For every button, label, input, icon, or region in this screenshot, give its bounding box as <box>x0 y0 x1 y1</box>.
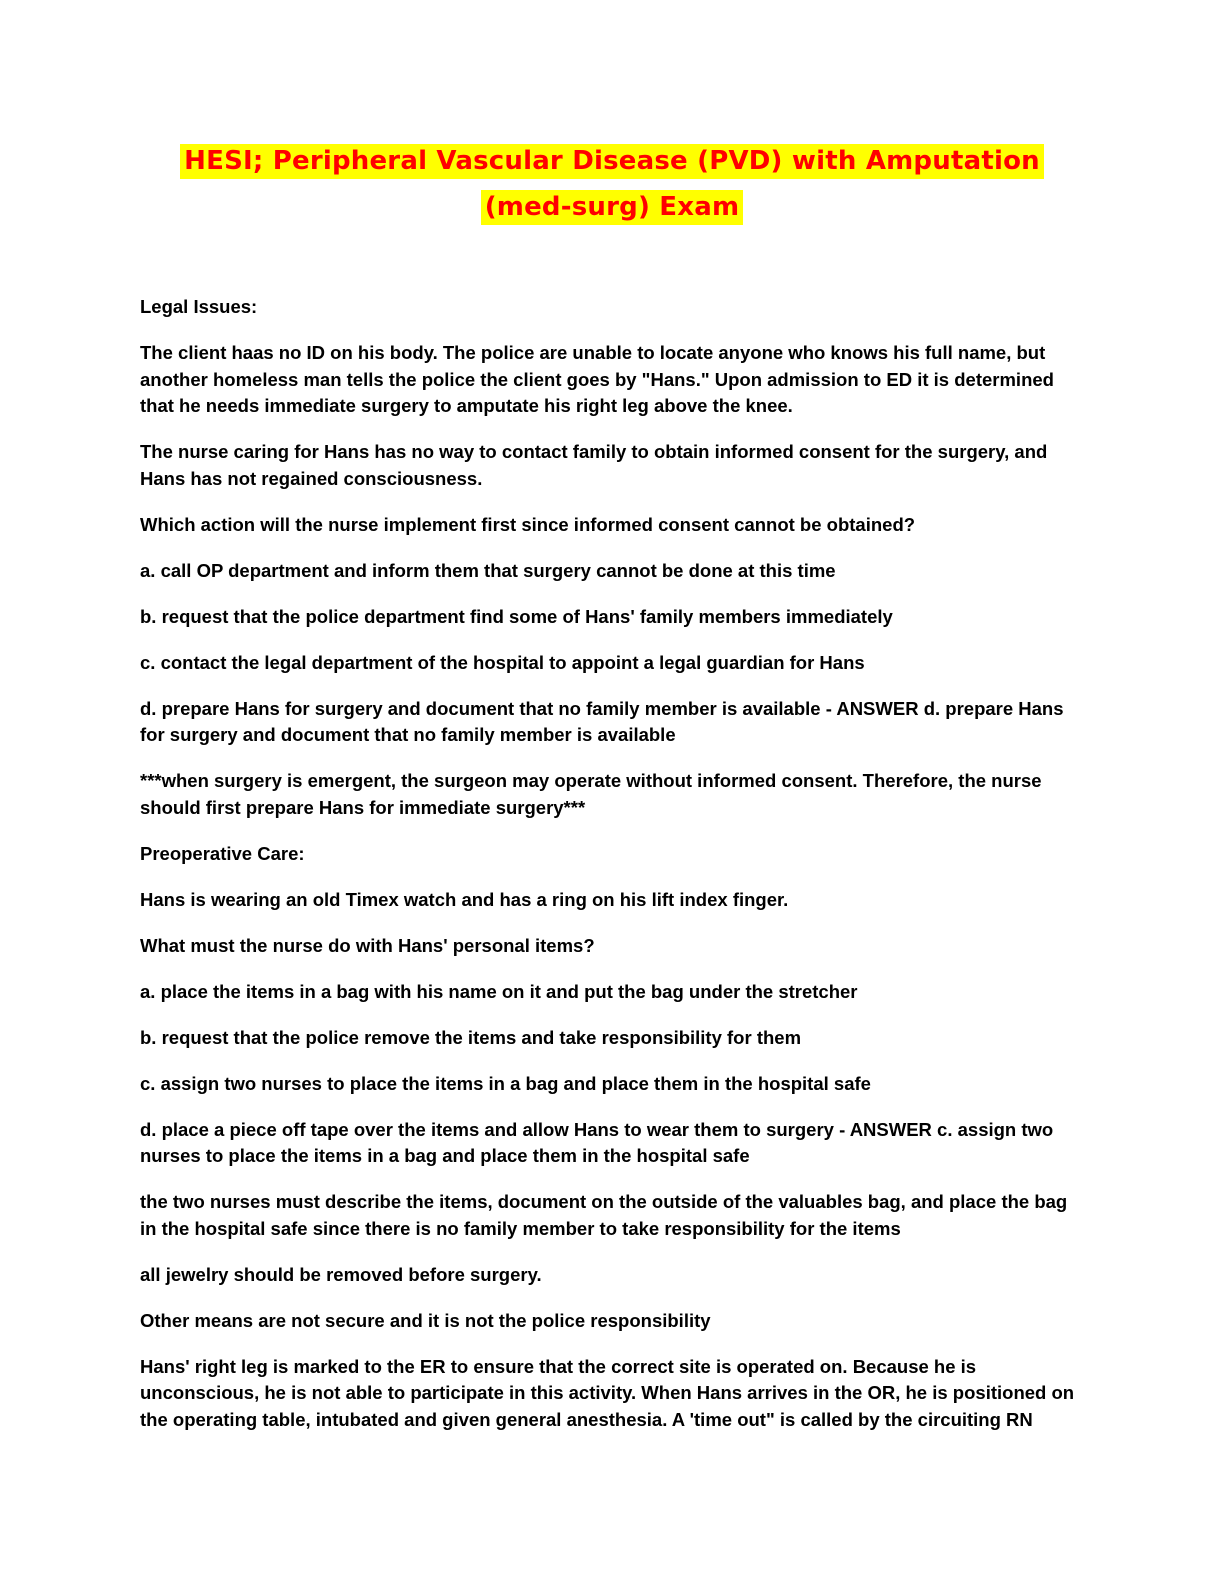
document-title <box>0 138 1224 230</box>
question-2-rationale-2: all jewelry should be removed before surgery. <box>140 1263 542 1285</box>
question-2-option-b: b. request that the police remove the items and take responsibility for them <box>140 1026 802 1048</box>
section-heading-legal-issues: Legal Issues: <box>140 296 258 317</box>
paragraph-time-out: Hans' right leg is marked to the ER to ensure that the correct site is operated on. Because he is unconscious, he is not able to participate in this activity. When Hans arrives in the OR, he is positioned on the operating table, intubated and given general anesthesia. A 'time out" is called by the circuiting RN <box>140 1355 1075 1430</box>
question-1-option-c: c. contact the legal department of the hospital to appoint a legal guardian for Hans <box>140 651 865 673</box>
paragraph-personal-items: Hans is wearing an old Timex watch and has a ring on his lift index finger. <box>140 888 789 910</box>
question-1-option-b: b. request that the police department find some of Hans' family members immediately <box>140 605 893 627</box>
question-2-option-a: a. place the items in a bag with his name on it and put the bag under the stretcher <box>140 980 858 1002</box>
question-2-rationale-3: Other means are not secure and it is not the police responsibility <box>140 1309 711 1331</box>
paragraph-consent: The nurse caring for Hans has no way to contact family to obtain informed consent for the surgery, and Hans has not regained consciousness. <box>140 441 1048 489</box>
question-1: Which action will the nurse implement first since informed consent cannot be obtained? <box>140 513 916 535</box>
question-2-option-d-answer: d. place a piece off tape over the items and allow Hans to wear them to surgery - ANSWER c. assign two nurses to place the items in a bag and place them in the hospital safe <box>140 1118 1054 1166</box>
question-2: What must the nurse do with Hans' personal items? <box>140 934 595 956</box>
title-line-1: HESI; Peripheral Vascular Disease (PVD) with Amputation <box>180 144 1044 179</box>
paragraph-scenario: The client haas no ID on his body. The police are unable to locate anyone who knows his full name, but another homeless man tells the police the client goes by "Hans." Upon admission to ED it is determined that he needs immediate surgery to amputate his right leg above the knee. <box>140 342 1054 416</box>
question-1-rationale: ***when surgery is emergent, the surgeon may operate without informed consent. Therefore, the nurse should first prepare Hans for immediate surgery*** <box>140 770 1042 818</box>
question-2-rationale-1: the two nurses must describe the items, document on the outside of the valuables bag, and place the bag in the hospital safe since there is no family member to take responsibility for the items <box>140 1191 1068 1239</box>
section-heading-preoperative-care: Preoperative Care: <box>140 842 305 864</box>
question-2-option-c: c. assign two nurses to place the items in a bag and place them in the hospital safe <box>140 1072 871 1094</box>
title-line-2: (med-surg) Exam <box>481 190 744 225</box>
document-body <box>140 294 1080 1453</box>
question-1-option-a: a. call OP department and inform them that surgery cannot be done at this time <box>140 559 836 581</box>
question-1-option-d-answer: d. prepare Hans for surgery and document that no family member is available - ANSWER d. prepare Hans for surgery and document that no family member is available <box>140 697 1064 745</box>
